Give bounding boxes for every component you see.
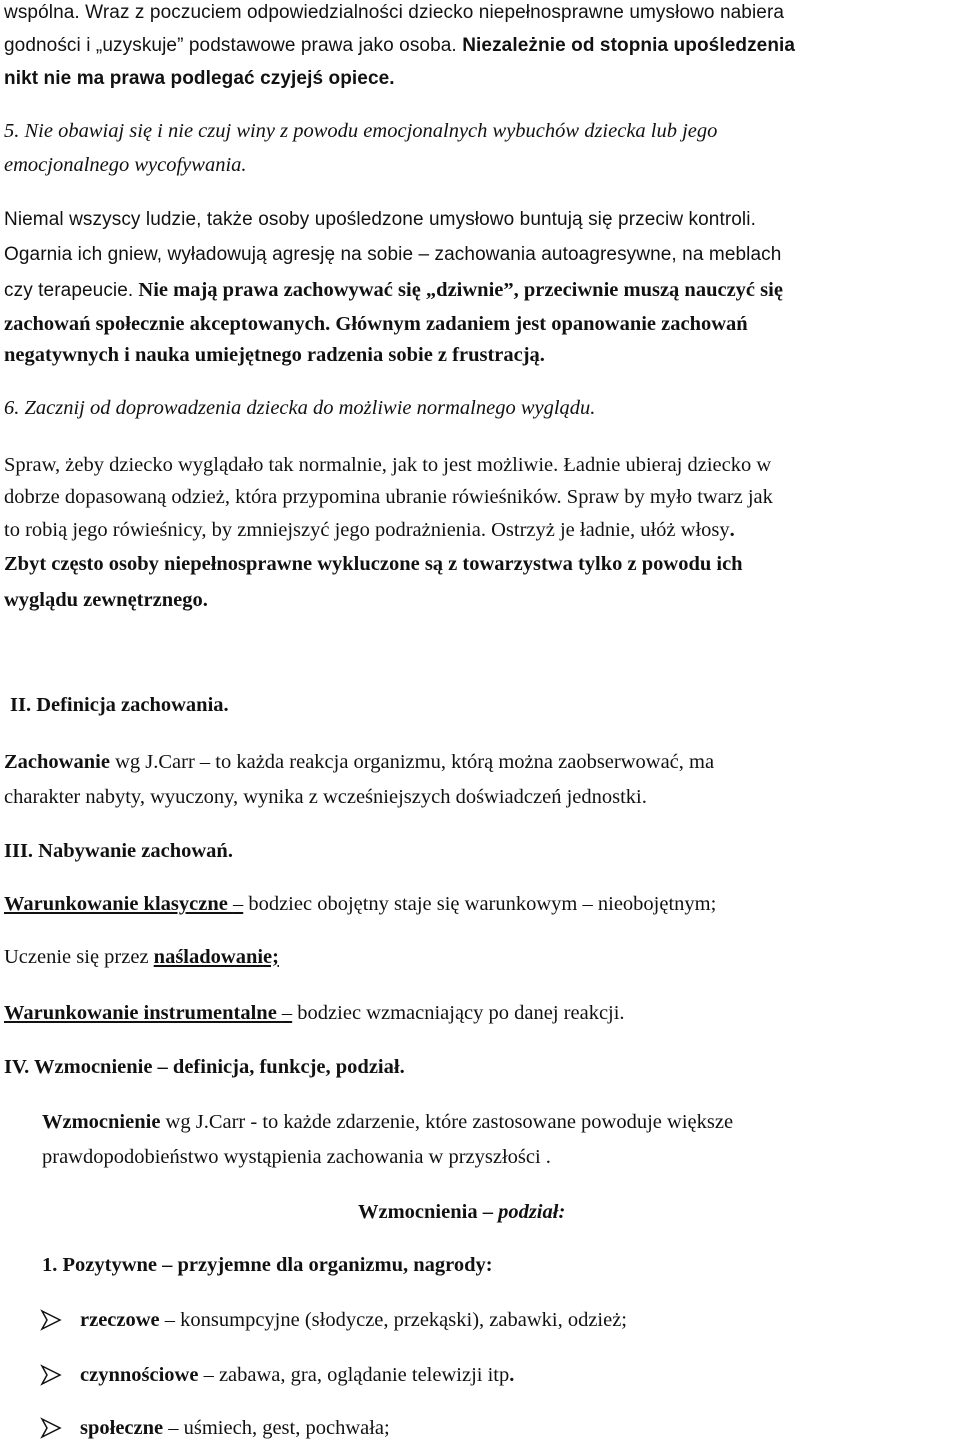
text: prawdopodobieństwo wystąpienia zachowania w przyszłości . — [42, 1146, 551, 1168]
text: – zabawa, gra, oglądanie telewizji itp — [198, 1364, 510, 1386]
text: dobrze dopasowaną odzież, która przypomina ubranie rówieśników. Spraw by myło twarz jak — [4, 486, 773, 508]
term: Warunkowanie klasyczne — [4, 893, 233, 915]
heading-text: 5. Nie obawiaj się i nie czuj winy z powodu emocjonalnych wybuchów dziecka lub jego — [4, 120, 718, 142]
heading-text: II. Definicja zachowania. — [10, 694, 229, 716]
section-heading — [4, 398, 595, 419]
sub-heading-text: podział: — [498, 1201, 566, 1223]
text-line — [4, 36, 795, 55]
text: charakter nabyty, wyuczony, wynika z wcześniejszych doświadczeń jednostki. — [4, 786, 647, 808]
text: bodziec wzmacniający po danej reakcji. — [292, 1002, 625, 1024]
heading-text: III. Nabywanie zachowań. — [4, 840, 233, 862]
section-heading — [4, 841, 233, 862]
arrowhead-bullet-icon — [40, 1364, 62, 1386]
term: Zachowanie — [4, 751, 110, 773]
text-line — [4, 314, 748, 335]
heading-text: IV. Wzmocnienie – definicja, funkcje, podział. — [4, 1056, 405, 1078]
bold-text: Niezależnie od stopnia upośledzenia — [462, 35, 796, 56]
text: wspólna. Wraz z poczuciem odpowiedzialności dziecko niepełnosprawne umysłowo nabiera — [4, 2, 785, 23]
bullet-item — [80, 1310, 627, 1331]
text-line — [4, 554, 743, 575]
arrowhead-bullet-icon — [40, 1309, 62, 1331]
text: wg J.Carr – to każda reakcja organizmu, którą można zaobserwować, ma — [109, 751, 715, 773]
bold-text: Zbyt często osoby niepełnosprawne wykluczone są z towarzystwa tylko z powodu ich — [4, 553, 743, 575]
text-line — [4, 590, 208, 611]
term: rzeczowe — [80, 1309, 160, 1331]
text: Spraw, żeby dziecko wyglądało tak normalnie, jak to jest możliwie. Ładnie ubieraj dziecko w — [4, 454, 772, 476]
text-line — [4, 752, 714, 773]
dash: – — [232, 893, 244, 915]
text: – konsumpcyjne (słodycze, przekąski), zabawki, odzież; — [159, 1309, 628, 1331]
bold-text: wyglądu zewnętrznego. — [4, 589, 208, 611]
text-line — [42, 1147, 551, 1168]
sub-heading — [358, 1202, 565, 1223]
heading-text: emocjonalnego wycofywania. — [4, 154, 247, 176]
bold-text: Głównym zadaniem jest opanowanie zachowań — [335, 313, 748, 335]
numbered-item — [42, 1255, 493, 1276]
text-line — [4, 520, 735, 541]
text-line — [42, 1112, 733, 1133]
text-line — [4, 210, 756, 229]
arrowhead-bullet-icon — [40, 1417, 62, 1439]
text: czy terapeucie. — [4, 280, 134, 301]
bold-text: Nie mają prawa zachowywać się „dziwnie”, przeciwnie muszą nauczyć się — [138, 279, 783, 301]
list-text: 1. Pozytywne – przyjemne dla organizmu, nagrody: — [42, 1254, 493, 1276]
text-line — [4, 345, 545, 366]
text: to robią jego rówieśnicy, by zmniejszyć jego podrażnienia. Ostrzyż je ładnie, ułóż włosy — [4, 519, 730, 541]
list-item — [4, 1003, 625, 1024]
text-line — [4, 245, 781, 264]
text: – uśmiech, gest, pochwała; — [163, 1417, 390, 1439]
bold-text: zachowań społecznie akceptowanych. — [4, 313, 331, 335]
text-line — [4, 280, 783, 301]
heading-text: 6. Zacznij od doprowadzenia dziecka do możliwie normalnego wyglądu. — [4, 397, 596, 419]
term: Warunkowanie instrumentalne — [4, 1002, 282, 1024]
list-item — [4, 894, 716, 915]
bullet-item — [80, 1365, 514, 1386]
text: godności i „uzyskuje” podstawowe prawa jako osoba. — [4, 35, 457, 56]
bold-text: negatywnych i nauka umiejętnego radzenia sobie z frustracją. — [4, 344, 545, 366]
bold-text: . — [729, 519, 735, 541]
text-line — [4, 487, 773, 508]
list-item — [4, 947, 279, 968]
text: Niemal wszyscy ludzie, także osoby upośledzone umysłowo buntują się przeciw kontroli. — [4, 209, 756, 230]
term: Wzmocnienie — [42, 1111, 161, 1133]
bold-text: nikt nie ma prawa podlegać czyjejś opiece. — [4, 68, 395, 89]
text: wg J.Carr - to każde zdarzenie, które zastosowane powoduje większe — [160, 1111, 734, 1133]
bullet-item — [80, 1418, 390, 1439]
dash: – — [281, 1002, 293, 1024]
term: czynnościowe — [80, 1364, 199, 1386]
section-heading — [10, 695, 229, 716]
text-line — [4, 455, 771, 476]
text-line — [4, 69, 395, 88]
section-heading — [4, 121, 717, 142]
term: społeczne — [80, 1417, 164, 1439]
section-heading — [4, 1057, 405, 1078]
text-line — [4, 787, 647, 808]
term: naśladowanie; — [153, 946, 279, 968]
sub-heading-text: Wzmocnienia – — [358, 1201, 499, 1223]
text: . — [509, 1364, 515, 1386]
section-heading — [4, 155, 247, 176]
text: Uczenie się przez — [4, 946, 154, 968]
text: Ogarnia ich gniew, wyładowują agresję na sobie – zachowania autoagresywne, na meblach — [4, 244, 782, 265]
text-line — [4, 3, 784, 22]
text: bodziec obojętny staje się warunkowym – nieobojętnym; — [243, 893, 717, 915]
